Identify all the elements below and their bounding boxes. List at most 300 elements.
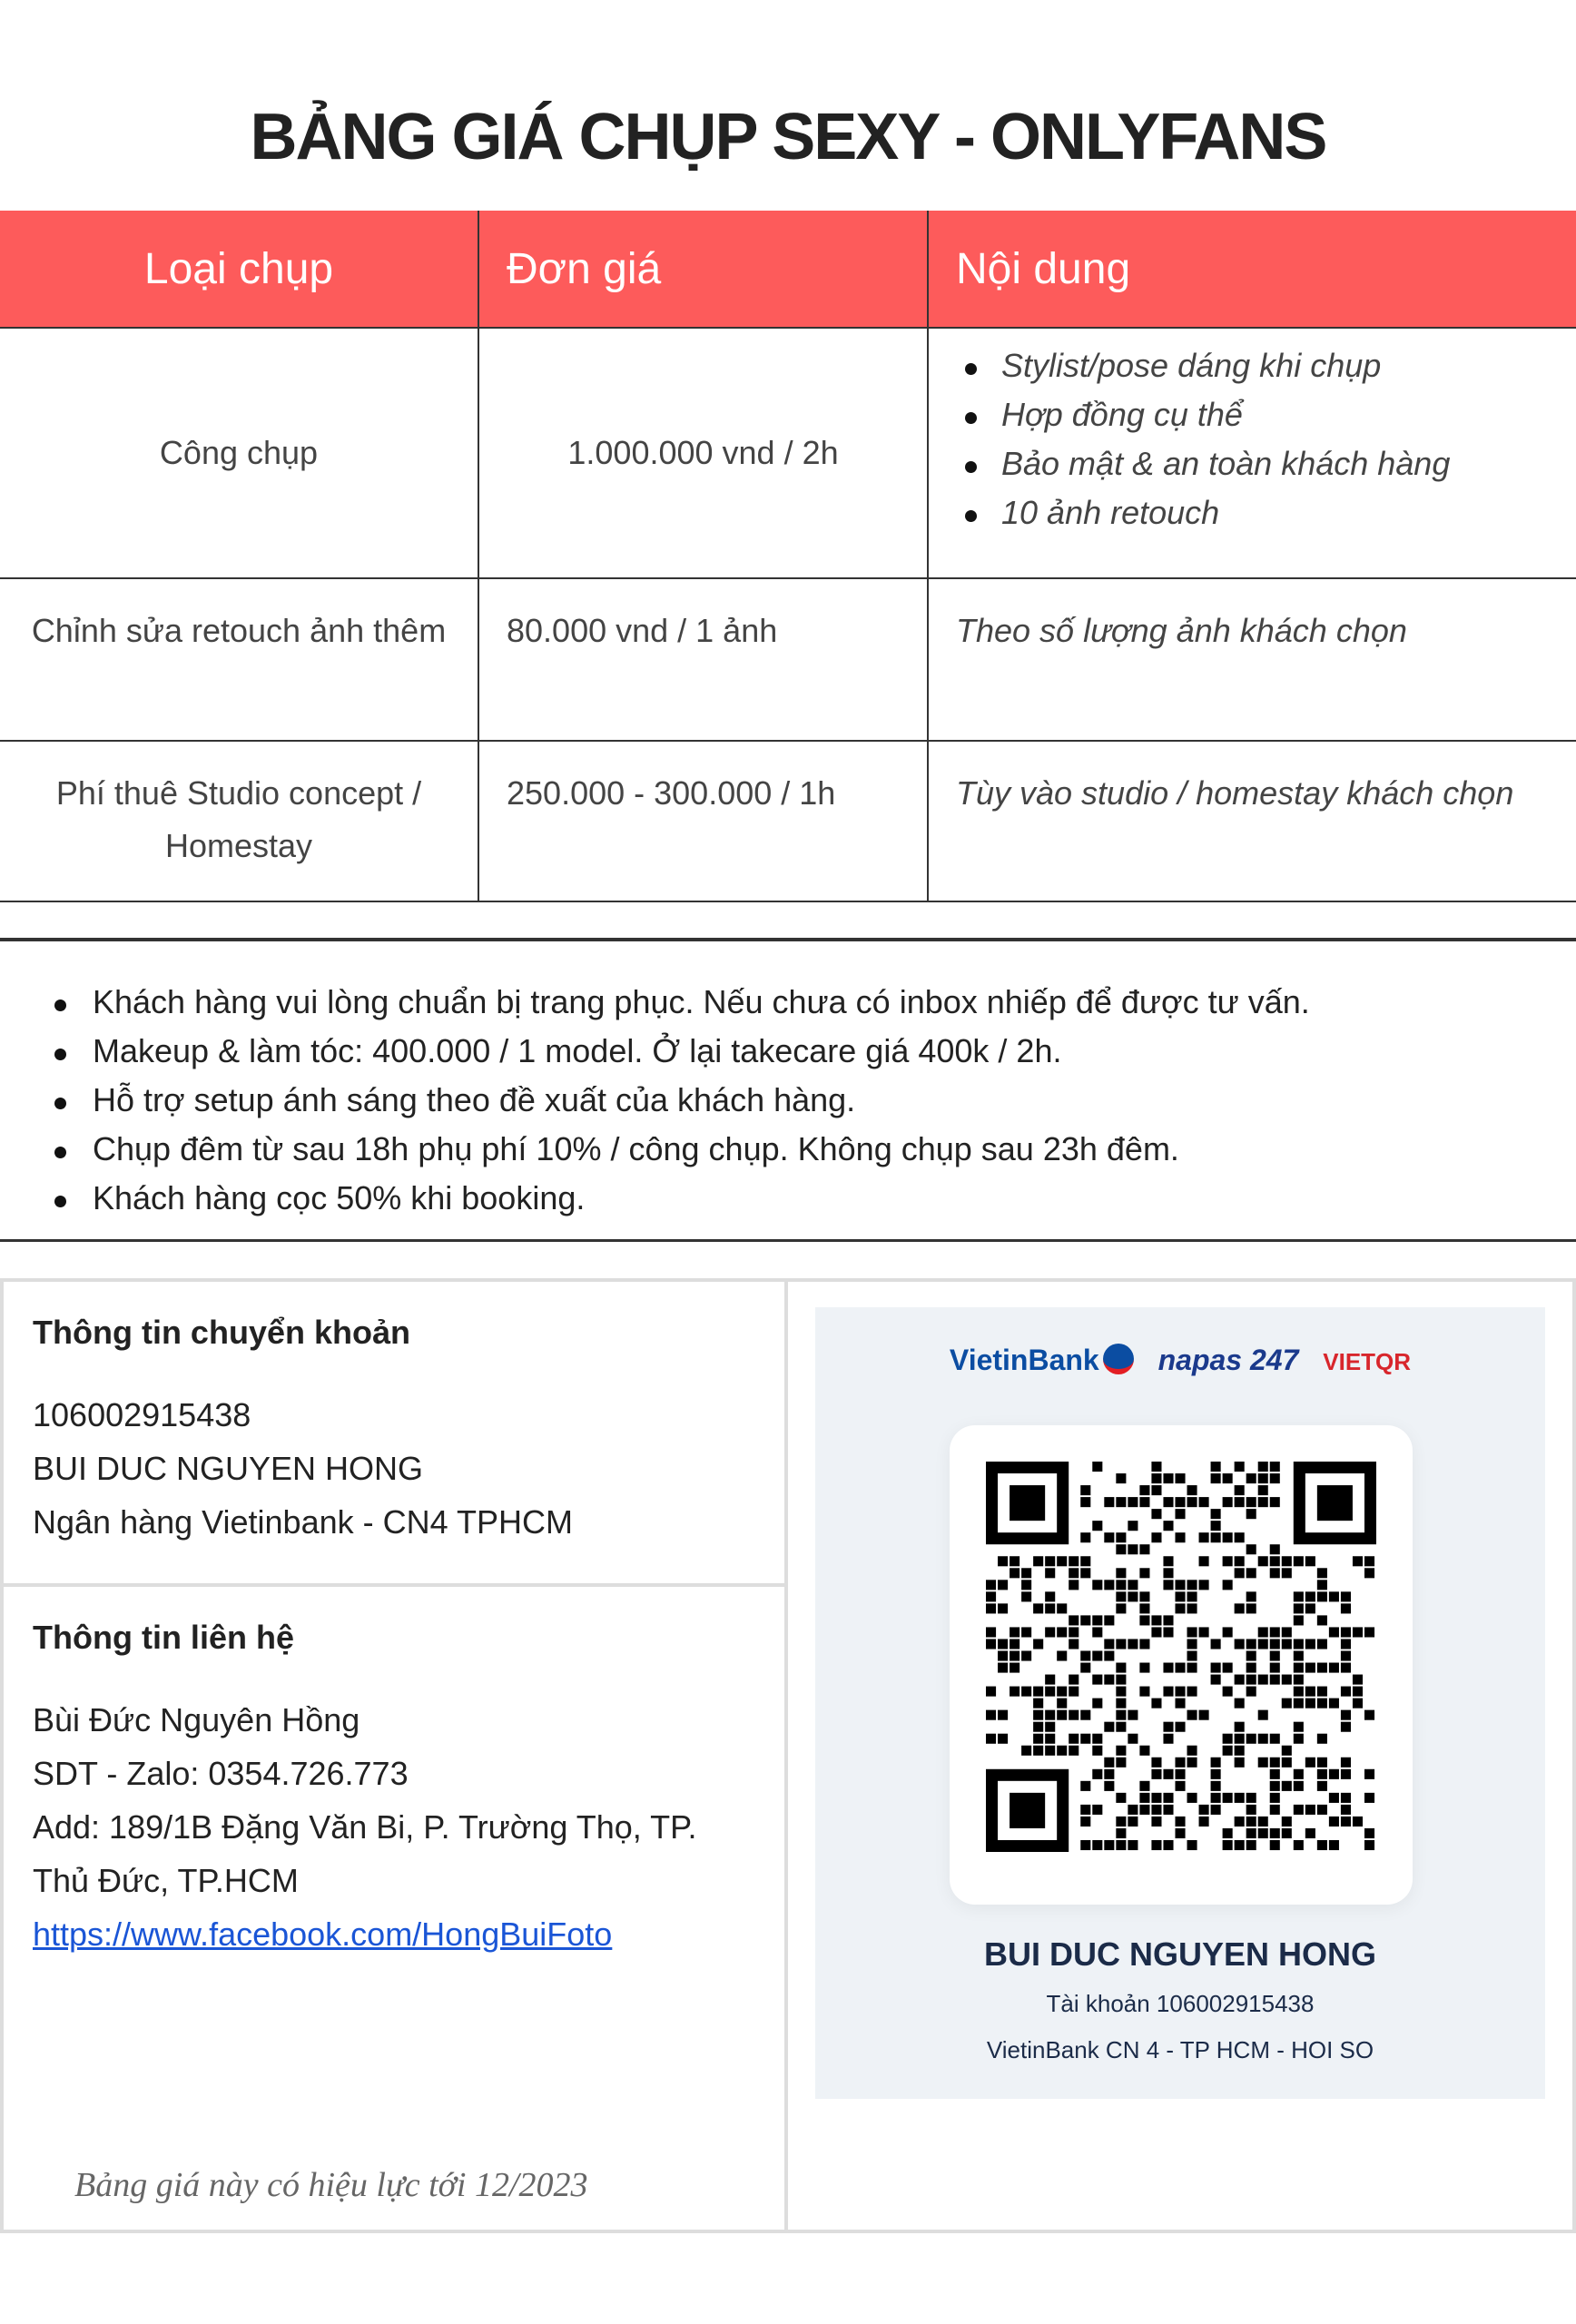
qr-module — [1163, 1521, 1173, 1531]
qr-module — [1270, 1650, 1280, 1660]
qr-module — [1116, 1722, 1126, 1732]
qr-module — [1139, 1781, 1149, 1791]
qr-module — [1187, 1793, 1197, 1803]
qr-module — [1223, 1793, 1233, 1803]
qr-module — [1163, 1580, 1173, 1590]
cell-content: Tùy vào studio / homestay khách chọn — [928, 741, 1576, 901]
qr-module — [1175, 1722, 1185, 1732]
qr-module — [1080, 1663, 1090, 1673]
qr-module — [1116, 1710, 1126, 1720]
qr-module — [1010, 1663, 1019, 1673]
qr-module — [1092, 1650, 1102, 1660]
qr-module — [1258, 1473, 1268, 1483]
qr-module — [1246, 1840, 1256, 1850]
qr-module — [1258, 1817, 1268, 1827]
qr-module — [1104, 1675, 1114, 1685]
qr-module — [1151, 1758, 1161, 1768]
qr-module — [1199, 1805, 1209, 1815]
qr-module — [1139, 1746, 1149, 1756]
account-number: 106002915438 — [33, 1396, 251, 1433]
qr-module — [1270, 1627, 1280, 1637]
vietqr-logo: VIETQR — [1323, 1348, 1412, 1375]
qr-module — [1080, 1532, 1090, 1542]
qr-module — [1199, 1556, 1209, 1566]
qr-module — [1057, 1603, 1067, 1613]
qr-module — [1175, 1591, 1185, 1601]
qr-module — [1010, 1556, 1019, 1566]
qr-module — [1128, 1497, 1138, 1507]
qr-module — [1175, 1781, 1185, 1791]
qr-module — [1175, 1769, 1185, 1779]
qr-module — [1199, 1627, 1209, 1637]
qr-module — [1341, 1769, 1351, 1779]
qr-module — [1021, 1746, 1031, 1756]
account-name: BUI DUC NGUYEN HONG — [33, 1450, 424, 1487]
qr-module — [1175, 1663, 1185, 1673]
qr-module — [1128, 1639, 1138, 1649]
qr-module — [1057, 1687, 1067, 1697]
qr-module — [1104, 1639, 1114, 1649]
facebook-link[interactable]: https://www.facebook.com/HongBuiFoto — [33, 1915, 613, 1953]
qr-module — [1163, 1627, 1173, 1637]
qr-module — [1305, 1639, 1315, 1649]
qr-module — [1045, 1734, 1055, 1744]
note-item: Hỗ trợ setup ánh sáng theo đề xuất của khách hàng. — [47, 1076, 1576, 1125]
qr-module — [1187, 1580, 1197, 1590]
qr-module — [1305, 1828, 1315, 1838]
qr-module — [1057, 1710, 1067, 1720]
qr-module — [1104, 1532, 1114, 1542]
qr-module — [1151, 1615, 1161, 1625]
qr-module — [1294, 1603, 1304, 1613]
qr-module — [1341, 1591, 1351, 1601]
qr-module — [1341, 1687, 1351, 1697]
qr-card — [950, 1425, 1413, 1905]
qr-module — [1092, 1580, 1102, 1590]
qr-module — [1223, 1663, 1233, 1673]
qr-module — [1317, 1639, 1327, 1649]
qr-module — [1045, 1591, 1055, 1601]
qr-module — [1270, 1497, 1280, 1507]
qr-module — [1139, 1497, 1149, 1507]
qr-module — [1341, 1817, 1351, 1827]
qr-module — [1235, 1817, 1245, 1827]
qr-module — [1211, 1758, 1221, 1768]
qr-module — [998, 1580, 1008, 1590]
qr-module — [1353, 1699, 1363, 1709]
table-row — [0, 328, 1576, 578]
qr-module — [986, 1603, 996, 1613]
qr-module — [1139, 1603, 1149, 1613]
qr-module — [1080, 1556, 1090, 1566]
qr-module — [1104, 1497, 1114, 1507]
contact-address: Add: 189/1B Đặng Văn Bi, P. Trường Thọ, TP. Thủ Đức, TP.HCM — [33, 1808, 697, 1899]
qr-module — [1163, 1687, 1173, 1697]
table-header — [0, 211, 1576, 328]
qr-module — [1069, 1639, 1079, 1649]
qr-module — [1282, 1699, 1292, 1709]
qr-module — [1069, 1746, 1079, 1756]
qr-module — [1139, 1485, 1149, 1495]
cell-type: Công chụp — [0, 328, 478, 578]
qr-module — [1305, 1663, 1315, 1673]
qr-module — [1270, 1758, 1280, 1768]
content-item: Stylist/pose dáng khi chụp — [956, 341, 1549, 390]
qr-module — [1329, 1699, 1339, 1709]
qr-module — [1282, 1817, 1292, 1827]
qr-module — [1246, 1828, 1256, 1838]
qr-module — [1235, 1556, 1245, 1566]
qr-module — [1294, 1769, 1304, 1779]
qr-module — [1151, 1485, 1161, 1495]
qr-module — [1246, 1509, 1256, 1519]
qr-module — [1128, 1521, 1138, 1531]
bank-logos — [815, 1344, 1545, 1377]
content-item: Bảo mật & an toàn khách hàng — [956, 439, 1549, 488]
qr-module — [1246, 1650, 1256, 1660]
qr-module — [1270, 1639, 1280, 1649]
qr-module — [1329, 1591, 1339, 1601]
price-table — [0, 211, 1576, 902]
qr-module — [998, 1639, 1008, 1649]
qr-module — [1270, 1473, 1280, 1483]
qr-module — [1069, 1568, 1079, 1578]
qr-module — [1045, 1556, 1055, 1566]
header-type: Loại chụp — [0, 211, 478, 328]
qr-module — [1317, 1734, 1327, 1744]
qr-module — [1187, 1627, 1197, 1637]
qr-module — [1104, 1722, 1114, 1732]
qr-code — [986, 1462, 1376, 1852]
content-item: 10 ảnh retouch — [956, 488, 1549, 537]
qr-module — [998, 1734, 1008, 1744]
qr-finder — [1317, 1485, 1353, 1521]
qr-module — [1246, 1687, 1256, 1697]
qr-module — [986, 1710, 996, 1720]
qr-module — [1175, 1687, 1185, 1697]
qr-module — [1163, 1663, 1173, 1673]
qr-module — [1116, 1746, 1126, 1756]
qr-module — [1235, 1722, 1245, 1732]
qr-module — [1246, 1497, 1256, 1507]
qr-module — [1341, 1627, 1351, 1637]
qr-module — [1223, 1497, 1233, 1507]
qr-module — [1223, 1687, 1233, 1697]
qr-module — [1270, 1781, 1280, 1791]
qr-module — [1270, 1734, 1280, 1744]
qr-module — [1128, 1805, 1138, 1815]
qr-module — [1341, 1793, 1351, 1803]
qr-module — [1187, 1485, 1197, 1495]
qr-module — [998, 1603, 1008, 1613]
qr-module — [1033, 1603, 1043, 1613]
qr-module — [1104, 1840, 1114, 1850]
qr-module — [1057, 1627, 1067, 1637]
qr-module — [1069, 1556, 1079, 1566]
qr-module — [1163, 1769, 1173, 1779]
qr-module — [1223, 1746, 1233, 1756]
qr-module — [1270, 1805, 1280, 1815]
qr-module — [1246, 1805, 1256, 1815]
qr-module — [1246, 1591, 1256, 1601]
qr-module — [1211, 1509, 1221, 1519]
qr-module — [1235, 1462, 1245, 1472]
qr-module — [1246, 1473, 1256, 1483]
qr-module — [1282, 1828, 1292, 1838]
qr-module — [986, 1639, 996, 1649]
napas-logo: napas 247 — [1157, 1344, 1299, 1376]
qr-module — [1045, 1603, 1055, 1613]
qr-module — [1092, 1734, 1102, 1744]
qr-module — [1010, 1639, 1019, 1649]
validity-note: Bảng giá này có hiệu lực tới 12/2023 — [74, 2166, 588, 2204]
qr-module — [1033, 1734, 1043, 1744]
qr-module — [1139, 1544, 1149, 1554]
qr-module — [1151, 1462, 1161, 1472]
qr-module — [1092, 1699, 1102, 1709]
qr-module — [1128, 1817, 1138, 1827]
qr-module — [1021, 1650, 1031, 1660]
qr-module — [1305, 1556, 1315, 1566]
qr-module — [1092, 1769, 1102, 1779]
qr-module — [1092, 1746, 1102, 1756]
qr-module — [1139, 1615, 1149, 1625]
qr-module — [1199, 1817, 1209, 1827]
qr-module — [1317, 1699, 1327, 1709]
qr-module — [1163, 1568, 1173, 1578]
qr-module — [1294, 1781, 1304, 1791]
qr-module — [1235, 1699, 1245, 1709]
cell-type: Chỉnh sửa retouch ảnh thêm — [0, 578, 478, 741]
qr-module — [1270, 1544, 1280, 1554]
qr-module — [1116, 1663, 1126, 1673]
qr-module — [1187, 1603, 1197, 1613]
qr-module — [1045, 1722, 1055, 1732]
qr-module — [1104, 1781, 1114, 1791]
qr-module — [1151, 1840, 1161, 1850]
qr-module — [1163, 1734, 1173, 1744]
qr-module — [1341, 1650, 1351, 1660]
qr-module — [1258, 1675, 1268, 1685]
qr-module — [1294, 1699, 1304, 1709]
qr-module — [1235, 1675, 1245, 1685]
qr-module — [1116, 1568, 1126, 1578]
cell-price: 80.000 vnd / 1 ảnh — [478, 578, 928, 741]
qr-module — [1057, 1556, 1067, 1566]
qr-module — [1223, 1840, 1233, 1850]
qr-module — [1104, 1650, 1114, 1660]
qr-module — [1092, 1840, 1102, 1850]
qr-module — [1021, 1627, 1031, 1637]
qr-module — [1235, 1485, 1245, 1495]
qr-module — [1187, 1710, 1197, 1720]
qr-module — [1341, 1663, 1351, 1673]
qr-module — [1116, 1532, 1126, 1542]
qr-module — [1069, 1627, 1079, 1637]
qr-module — [1294, 1663, 1304, 1673]
cell-content — [928, 328, 1576, 578]
qr-module — [1080, 1840, 1090, 1850]
qr-module — [1187, 1639, 1197, 1649]
qr-module — [1116, 1639, 1126, 1649]
qr-module — [1045, 1627, 1055, 1637]
qr-module — [1211, 1793, 1221, 1803]
bank-name: Ngân hàng Vietinbank - CN4 TPHCM — [33, 1503, 573, 1541]
qr-module — [1235, 1639, 1245, 1649]
qr-module — [1211, 1462, 1221, 1472]
qr-module — [1282, 1781, 1292, 1791]
qr-module — [1116, 1840, 1126, 1850]
qr-module — [1116, 1603, 1126, 1613]
qr-module — [1235, 1532, 1245, 1542]
qr-module — [1151, 1532, 1161, 1542]
qr-module — [1092, 1627, 1102, 1637]
qr-module — [1163, 1840, 1173, 1850]
qr-module — [1175, 1509, 1185, 1519]
qr-module — [1294, 1805, 1304, 1815]
qr-module — [1258, 1734, 1268, 1744]
notes-section — [0, 938, 1576, 1242]
qr-module — [1353, 1675, 1363, 1685]
qr-module — [1353, 1556, 1363, 1566]
contact-phone: SDT - Zalo: 0354.726.773 — [33, 1755, 409, 1792]
qr-module — [998, 1710, 1008, 1720]
qr-module — [1246, 1544, 1256, 1554]
qr-module — [1246, 1639, 1256, 1649]
qr-module — [1235, 1840, 1245, 1850]
qr-module — [1175, 1603, 1185, 1613]
header-content: Nội dung — [928, 211, 1576, 328]
qr-module — [1305, 1805, 1315, 1815]
qr-module — [1305, 1603, 1315, 1613]
qr-module — [1211, 1675, 1221, 1685]
qr-module — [1282, 1758, 1292, 1768]
qr-module — [1223, 1556, 1233, 1566]
qr-module — [1329, 1663, 1339, 1673]
qr-module — [1187, 1840, 1197, 1850]
qr-module — [1246, 1817, 1256, 1827]
qr-module — [1163, 1497, 1173, 1507]
qr-module — [1223, 1532, 1233, 1542]
qr-module — [1317, 1568, 1327, 1578]
qr-module — [1128, 1544, 1138, 1554]
qr-module — [1187, 1497, 1197, 1507]
qr-module — [1341, 1639, 1351, 1649]
qr-module — [1353, 1817, 1363, 1827]
qr-module — [1235, 1746, 1245, 1756]
qr-module — [1199, 1497, 1209, 1507]
qr-module — [1235, 1568, 1245, 1578]
qr-module — [1010, 1650, 1019, 1660]
qr-module — [1270, 1828, 1280, 1838]
qr-module — [1163, 1793, 1173, 1803]
qr-module — [1104, 1580, 1114, 1590]
qr-module — [1045, 1746, 1055, 1756]
qr-module — [1010, 1568, 1019, 1578]
qr-module — [1139, 1663, 1149, 1673]
qr-module — [1211, 1532, 1221, 1542]
qr-module — [1033, 1699, 1043, 1709]
qr-module — [1139, 1687, 1149, 1697]
qr-module — [1116, 1580, 1126, 1590]
qr-module — [1294, 1639, 1304, 1649]
qr-module — [1364, 1828, 1374, 1838]
qr-module — [1092, 1521, 1102, 1531]
qr-module — [1282, 1675, 1292, 1685]
qr-module — [1294, 1840, 1304, 1850]
qr-module — [1270, 1556, 1280, 1566]
qr-module — [1211, 1781, 1221, 1791]
qr-module — [1211, 1473, 1221, 1483]
qr-module — [1211, 1521, 1221, 1531]
header-price: Đơn giá — [478, 211, 928, 328]
qr-module — [1116, 1544, 1126, 1554]
qr-module — [1092, 1675, 1102, 1685]
qr-module — [1341, 1710, 1351, 1720]
qr-module — [1151, 1817, 1161, 1827]
qr-module — [1329, 1817, 1339, 1827]
qr-module — [1364, 1710, 1374, 1720]
qr-module — [1187, 1746, 1197, 1756]
qr-module — [1080, 1485, 1090, 1495]
qr-module — [1069, 1675, 1079, 1685]
qr-module — [1187, 1687, 1197, 1697]
qr-module — [1329, 1627, 1339, 1637]
qr-module — [1116, 1758, 1126, 1768]
qr-module — [1104, 1758, 1114, 1768]
qr-module — [1104, 1615, 1114, 1625]
qr-module — [1057, 1746, 1067, 1756]
qr-module — [1045, 1687, 1055, 1697]
qr-module — [1151, 1793, 1161, 1803]
qr-module — [998, 1663, 1008, 1673]
vietinbank-logo: VietinBank — [949, 1344, 1099, 1376]
qr-module — [1128, 1591, 1138, 1601]
qr-module — [1235, 1734, 1245, 1744]
qr-module — [1282, 1568, 1292, 1578]
table-row — [0, 741, 1576, 901]
qr-module — [1294, 1650, 1304, 1660]
qr-module — [1329, 1769, 1339, 1779]
qr-module — [1270, 1840, 1280, 1850]
qr-module — [1282, 1639, 1292, 1649]
qr-module — [1045, 1710, 1055, 1720]
qr-module — [1163, 1615, 1173, 1625]
qr-module — [1021, 1687, 1031, 1697]
qr-module — [1223, 1627, 1233, 1637]
qr-module — [1282, 1556, 1292, 1566]
qr-module — [1341, 1603, 1351, 1613]
qr-module — [1258, 1710, 1268, 1720]
qr-module — [1364, 1769, 1374, 1779]
qr-module — [1235, 1793, 1245, 1803]
qr-module — [1033, 1722, 1043, 1732]
qr-module — [1258, 1462, 1268, 1472]
vietinbank-logo-icon — [1103, 1344, 1134, 1374]
qr-module — [1080, 1805, 1090, 1815]
qr-module — [1258, 1758, 1268, 1768]
qr-module — [1175, 1828, 1185, 1838]
qr-module — [1069, 1580, 1079, 1590]
qr-module — [1329, 1793, 1339, 1803]
qr-module — [1199, 1710, 1209, 1720]
qr-module — [1317, 1615, 1327, 1625]
qr-module — [1341, 1758, 1351, 1768]
contact-heading: Thông tin liên hệ — [33, 1619, 294, 1656]
transfer-info — [0, 1278, 788, 1587]
cell-type: Phí thuê Studio concept / Homestay — [0, 741, 478, 901]
qr-module — [1317, 1687, 1327, 1697]
